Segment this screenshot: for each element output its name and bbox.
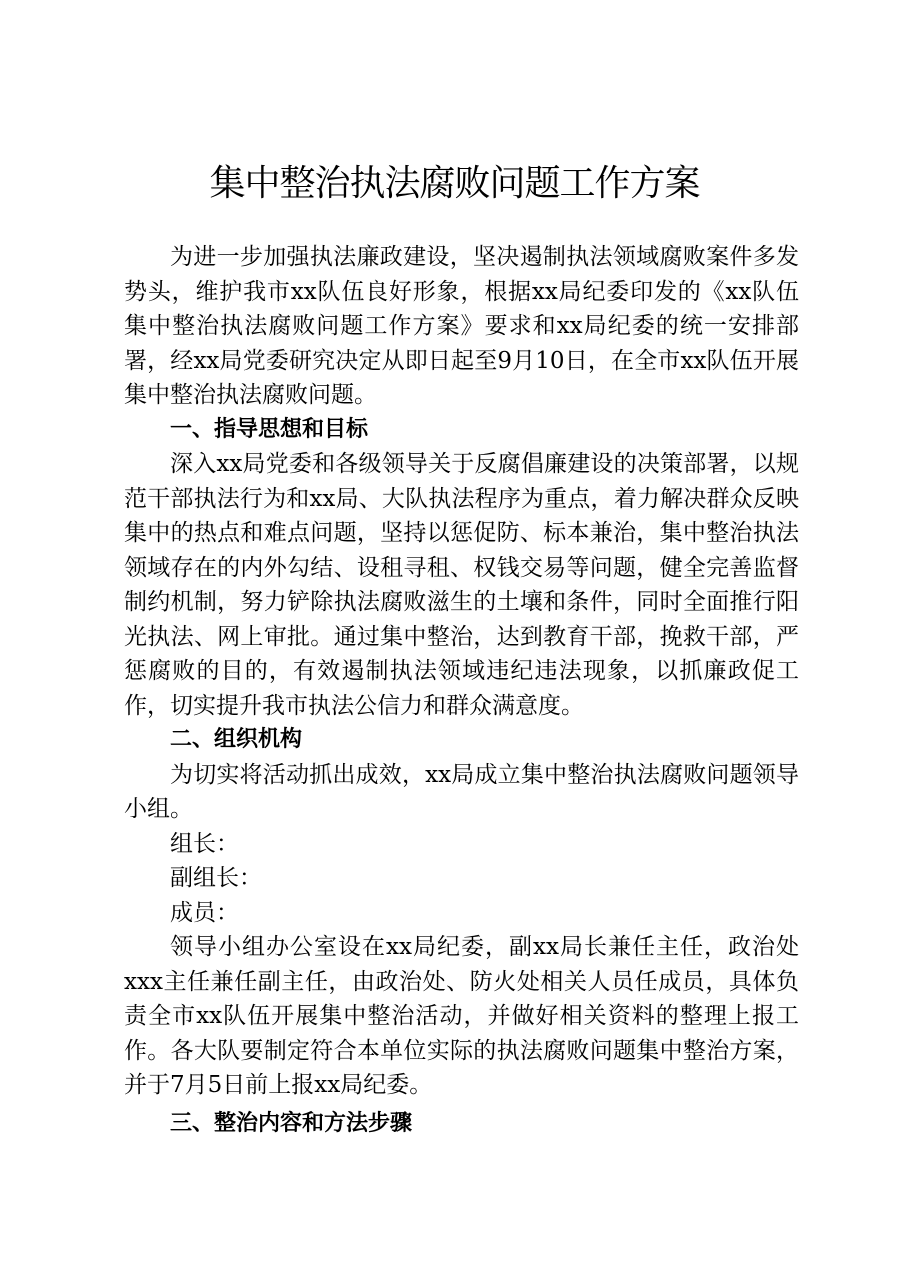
intro-paragraph: 为进一步加强执法廉政建设，坚决遏制执法领域腐败案件多发势头，维护我市xx队伍良好形象，根据xx局纪委印发的《xx队伍集中整治执法腐败问题工作方案》要求和xx局纪委的统一安排部署，经xx局党委研究决定从即日起至9月10日，在全市xx队伍开展集中整治执法腐败问题。 [124, 244, 799, 408]
document-body [124, 240, 799, 1141]
office-paragraph: 领导小组办公室设在xx局纪委，副xx局长兼任主任，政治处xxx主任兼任副主任，由政治处、防火处相关人员任成员，具体负责全市xx队伍开展集中整治活动，并做好相关资料的整理上报工作。各大队要制定符合本单位实际的执法腐败问题集中整治方案，并于7月5日前上报xx局纪委。 [124, 934, 799, 1098]
members-line: 成员： [170, 899, 239, 926]
section-3-heading: 三、整治内容和方法步骤 [170, 1110, 413, 1136]
section-2-heading: 二、组织机构 [170, 727, 303, 752]
document-title: 集中整治执法腐败问题工作方案 [209, 163, 700, 204]
section-2-paragraph: 为切实将活动抓出成效，xx局成立集中整治执法腐败问题领导小组。 [124, 761, 799, 822]
leader-line: 组长： [170, 830, 239, 857]
section-1-paragraph: 深入xx局党委和各级领导关于反腐倡廉建设的决策部署，以规范干部执法行为和xx局、大队执法程序为重点，着力解决群众反映集中的热点和难点问题，坚持以惩促防、标本兼治，集中整治执法领域存在的内外勾结、设租寻租、权钱交易等问题，健全完善监督制约机制，努力铲除执法腐败滋生的土壤和条件，同时全面推行阳光执法、网上审批。通过集中整治，达到教育干部，挽救干部，严惩腐败的目的，有效遏制执法领域违纪违法现象，以抓廉政促工作，切实提升我市执法公信力和群众满意度。 [124, 451, 799, 719]
section-1-heading: 一、指导思想和目标 [170, 416, 369, 442]
deputy-leader-line: 副组长： [170, 865, 262, 891]
